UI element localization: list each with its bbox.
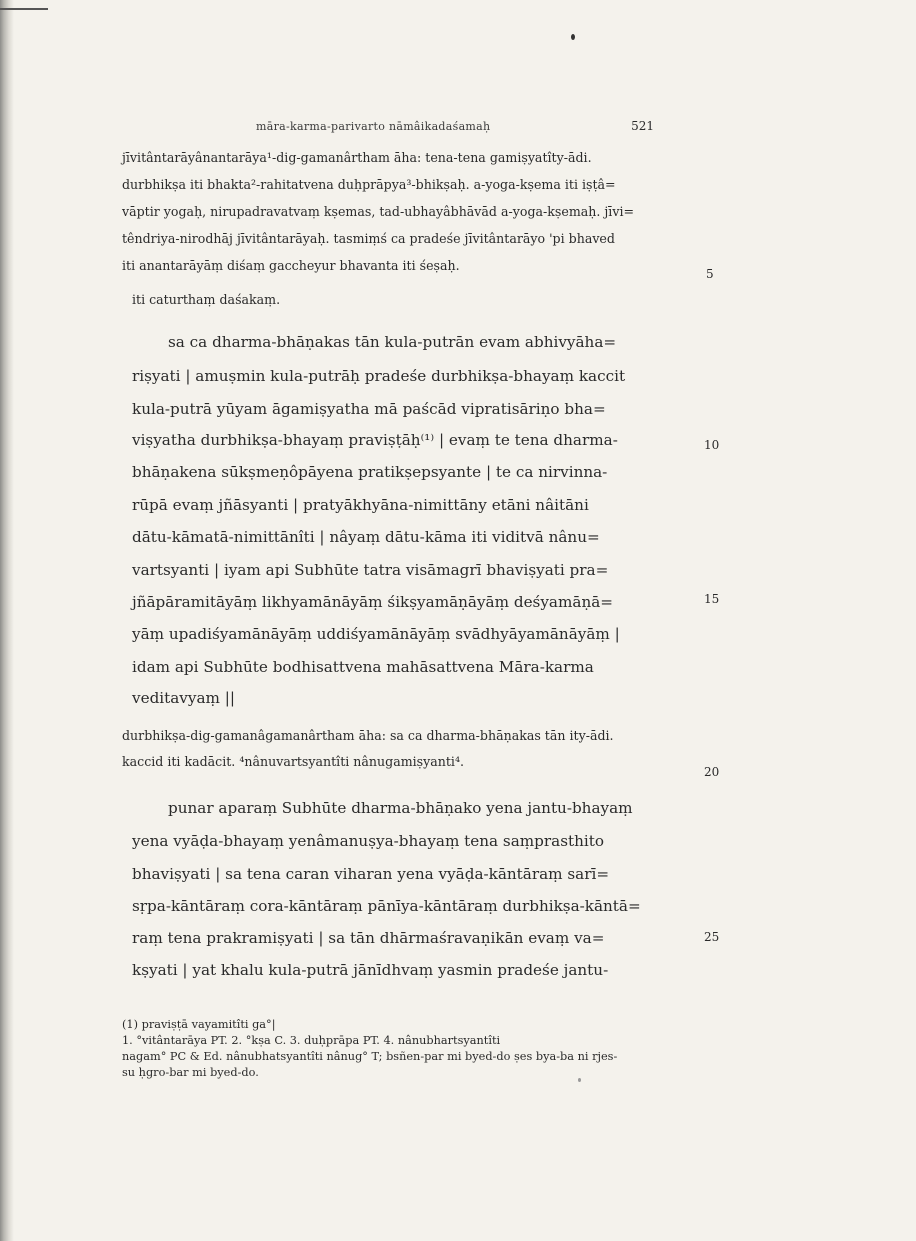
commentary-line: têndriya-nirodhāj jīvitântarāyaḥ. tasmiṃś ca pradeśe jīvitântarāyo 'pi bhaved xyxy=(122,231,615,246)
margin-line-number: 5 xyxy=(706,267,714,281)
footnote-line: 1. °vitântarāya PT. 2. °kṣa C. 3. duḥprāpa PT. 4. nânubhartsyantîti xyxy=(122,1034,501,1047)
commentary-line: iti anantarāyāṃ diśaṃ gaccheyur bhavanta iti śeṣaḥ. xyxy=(122,258,460,273)
main-text-line: viṣyatha durbhikṣa-bhayaṃ praviṣṭāḥ⁽¹⁾ | evaṃ te tena dharma- xyxy=(132,431,618,449)
commentary-line: jīvitântarāyânantarāya¹-dig-gamanârtham āha: tena-tena gamiṣyatîty-ādi. xyxy=(122,150,592,165)
main-text-line: vartsyanti | iyam api Subhūte tatra visāmagrī bhaviṣyati pra= xyxy=(132,561,609,579)
main-text-line: punar aparaṃ Subhūte dharma-bhāṇako yena jantu-bhayaṃ xyxy=(168,799,633,817)
commentary-line: vāptir yogaḥ, nirupadravatvaṃ kṣemas, tad-ubhayâbhāvād a-yoga-kṣemaḥ. jīvi= xyxy=(122,204,635,219)
main-text-line: idam api Subhūte bodhisattvena mahāsattvena Māra-karma xyxy=(132,658,594,676)
main-text-line: raṃ tena prakramiṣyati | sa tān dhārmaśravaṇikān evaṃ va= xyxy=(132,929,605,947)
main-text-line: yāṃ upadiśyamānāyāṃ uddiśyamānāyāṃ svādhyāyamānāyāṃ | xyxy=(132,625,620,643)
margin-line-number: 15 xyxy=(704,592,720,606)
main-text-line: sa ca dharma-bhāṇakas tān kula-putrān evam abhivyāha= xyxy=(168,333,617,351)
main-text-line: bhaviṣyati | sa tena caran viharan yena vyāḍa-kāntāraṃ sarī= xyxy=(132,865,610,883)
main-text-line: veditavyaṃ || xyxy=(132,689,235,707)
main-text-line: jñāpāramitāyāṃ likhyamānāyāṃ śikṣyamāṇāyāṃ deśyamāṇā= xyxy=(132,593,614,611)
main-text-line: yena vyāḍa-bhayaṃ yenâmanuṣya-bhayaṃ tena saṃprasthito xyxy=(132,832,605,850)
ink-speck xyxy=(578,1078,581,1082)
footnote-line: (1) praviṣṭā vayamitîti ga°| xyxy=(122,1018,276,1031)
main-text-line: rūpā evaṃ jñāsyanti | pratyākhyāna-nimittāny etāni nâitāni xyxy=(132,496,589,514)
main-text-line: riṣyati | amuṣmin kula-putrāḥ pradeśe durbhikṣa-bhayaṃ kaccit xyxy=(132,367,626,385)
running-header: māra-karma-parivarto nāmâikadaśamaḥ xyxy=(256,120,491,133)
margin-line-number: 25 xyxy=(704,930,720,944)
main-text-line: kṣyati | yat khalu kula-putrā jānīdhvaṃ yasmin pradeśe jantu- xyxy=(132,961,609,979)
commentary-line: durbhikṣa iti bhakta²-rahitatvena duḥprāpya³-bhikṣaḥ. a-yoga-kṣema iti iṣṭâ= xyxy=(122,177,616,192)
main-text-line: dātu-kāmatā-nimittānîti | nâyaṃ dātu-kāma iti viditvā nânu= xyxy=(132,528,600,546)
page-binding-shadow xyxy=(0,0,14,1241)
footnote-line: su ḥgro-bar mi byed-do. xyxy=(122,1066,259,1079)
commentary-line: iti caturthaṃ daśakaṃ. xyxy=(132,292,281,307)
margin-line-number: 10 xyxy=(704,438,720,452)
main-text-line: kula-putrā yūyam āgamiṣyatha mā paścād vipratisāriṇo bha= xyxy=(132,400,606,418)
footnote-line: nagam° PC & Ed. nânubhatsyantîti nânug° T; bsñen-par mi byed-do ṣes bya-ba ni rjes- xyxy=(122,1050,618,1063)
main-text-line: bhāṇakena sūkṣmeṇôpāyena pratikṣepsyante | te ca nirvinna- xyxy=(132,463,608,481)
ink-speck xyxy=(571,34,575,40)
corner-mark xyxy=(0,8,48,10)
margin-line-number: 20 xyxy=(704,765,720,779)
commentary-line: kaccid iti kadācit. ⁴nânuvartsyantîti nânugamiṣyanti⁴. xyxy=(122,754,465,769)
page-number: 521 xyxy=(631,119,654,133)
commentary-line: durbhikṣa-dig-gamanâgamanârtham āha: sa ca dharma-bhāṇakas tān ity-ādi. xyxy=(122,728,614,743)
main-text-line: sṛpa-kāntāraṃ cora-kāntāraṃ pānīya-kāntāraṃ durbhikṣa-kāntā= xyxy=(132,897,641,915)
